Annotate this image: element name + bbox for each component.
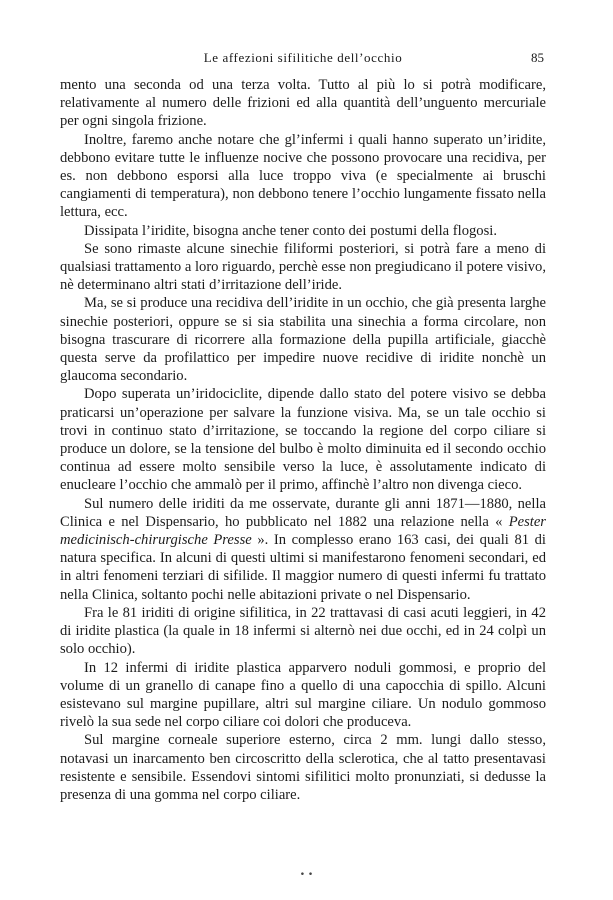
paragraph: mento una seconda od una terza volta. Tutto al più lo si potrà modificare, relativamente al numero delle frizioni ed alla quantità dell’unguento mercuriale per ogni singola frizione. — [60, 77, 546, 130]
paragraph-text: ». In complesso erano 163 casi, dei quali 81 di natura specifica. In alcuni di questi ultimi si manifestarono fenomeni secondari, ed in altri fenomeni terziari di sifilide. Il maggior numero di questi infermi fu trattato nella Clinica, soltanto pochi nelle abitazioni private o nel Dispensario. — [60, 532, 546, 603]
page-header — [60, 50, 546, 72]
paragraph: Inoltre, faremo anche notare che gl’infermi i quali hanno superato un’iridite, debbono evitare tutte le influenze nocive che possono provocare una recidiva, per es. non debbono esporsi alla luce troppo viva (e specialmente ai bruschi cangiamenti di temperatura), non debbono tenere l’occhio lungamente fissato nella lettura, ecc. — [60, 131, 546, 221]
paragraph: Dopo superata un’iridociclite, dipende dallo stato del potere visivo se debba praticarsi un’operazione per salvare la funzione visiva. Ma, se un tale occhio si trovi in continuo stato d’irritazione, se toccando la regione del corpo ciliare si produce un dolore, se la tensione del bulbo è molto diminuita ed il secondo occhio continua ad essere molto sensibile verso la luce, è assolutamente indicato di enucleare l’occhio che ammalò per il primo, affinchè l’altro non divenga cieco. — [60, 386, 546, 494]
paragraph: Dissipata l’iridite, bisogna anche tener conto dei postumi della flogosi. — [84, 222, 497, 239]
paragraph: Fra le 81 iriditi di origine sifilitica, in 22 trattavasi di casi acuti leggieri, in 42 di iridite plastica (la quale in 18 infermi si alternò nei due occhi, ed in 24 colpì un solo occhio). — [60, 604, 546, 658]
running-title: Le affezioni sifilitiche dell’occhio — [203, 50, 403, 65]
paragraph: In 12 infermi di iridite plastica apparvero noduli gommosi, e proprio del volume di un granello di canape fino a quello di una capocchia di spillo. Alcuni esistevano sul margine pupillare, altri sul margine ciliare. Un nodulo gommoso rivelò la sua sede nel corpo ciliare coi dolori che produceva. — [60, 659, 546, 731]
paragraph-text: Sul numero delle iriditi da me osservate, durante gli anni 1871—1880, nella Clinica e nel Dispensario, ho pubblicato nel 1882 una relazione nella « — [60, 495, 546, 530]
footer-mark: • • — [299, 870, 314, 880]
page-number: 85 — [531, 50, 544, 65]
paragraph: Ma, se si produce una recidiva dell’iridite in un occhio, che già presenta larghe sinechie posteriori, oppure se si sia stabilita una sinechia a forma circolare, non bisogna trascurare di ricorrere alla formazione della pupilla artificiale, giacchè questa serve da profilattico per impedire nuove recidive di iridite nonchè un glaucoma secondario. — [60, 295, 546, 385]
paragraph: Se sono rimaste alcune sinechie filiformi posteriori, si potrà fare a meno di qualsiasi trattamento a loro riguardo, perchè esse non pregiudicano il potere visivo, nè determinano altri stati d’irritazione dell’iride. — [60, 240, 546, 294]
paragraph — [60, 495, 546, 604]
journal-title: Pester medicinisch-chirurgische Presse — [60, 513, 546, 549]
body-text — [60, 76, 546, 804]
paragraph: Sul margine corneale superiore esterno, circa 2 mm. lungi dallo stesso, notavasi un inarcamento ben circoscritto della sclerotica, che al tatto presentavasi resistente e sensibile. Essendovi sintomi sifilitici molto pronunziati, si dedusse la presenza di una gomma nel corpo ciliare. — [60, 732, 546, 803]
